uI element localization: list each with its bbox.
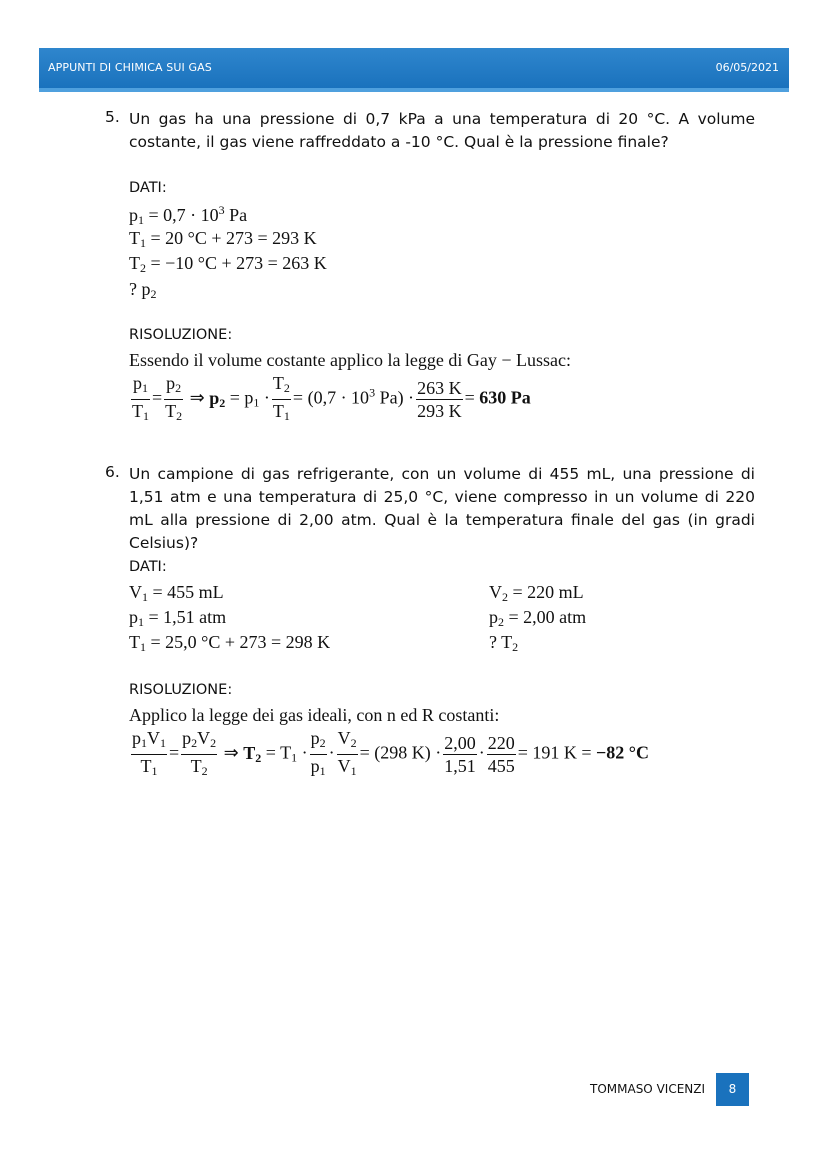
problem-6-text: Un campione di gas refrigerante, con un volume di 455 mL, una pressione di 1,51 atm e una temperatura di 25,0 °C, viene compresso in un volume di 220 mL alla pressione di 2,00 atm. Qual è la temperatura finale del gas (in gradi Celsius)? [129, 465, 755, 552]
problem-6-V2: $V_2 = 220$ mL [489, 582, 584, 604]
header-stripe [39, 88, 789, 92]
page-header [39, 48, 789, 88]
problem-6-dati-label: DATI: [129, 559, 167, 575]
problem-5-unknown: ? $p_2$ [129, 279, 157, 301]
problem-5-text: Un gas ha una pressione di 0,7 kPa a una temperatura di 20 °C. A volume costante, il gas viene raffreddato a -10 °C. Qual è la pressione finale? [129, 110, 755, 151]
problem-5-formula: $\frac{p_1}{T_1}$ = $\frac{p_2}{T_2}$ ⇒ $p_2 = p_1$ · $\frac{T_2}{T_1}$ = ($0,7 \cdot 10^3$ Pa) · $\frac{263 K}{293 K}$ = 630 Pa [132, 373, 531, 423]
problem-6-T1: $T_1 = 25,0$ °C + 273 = 298 K [129, 632, 331, 654]
problem-6-risoluzione-label: RISOLUZIONE: [129, 682, 233, 698]
problem-5-p1: $p_1 = 0,7 \cdot 10^3$ Pa [129, 203, 248, 227]
header-title: APPUNTI DI CHIMICA SUI GAS [48, 61, 212, 74]
problem-5-explanation: Essendo il volume costante applico la legge di Gay − Lussac: [129, 350, 572, 370]
problem-5-T1: $T_1 = 20$ °C + 273 = 293 K [129, 228, 317, 250]
problem-6-V1: $V_1 = 455$ mL [129, 582, 224, 604]
problem-5-result: 630 Pa [479, 387, 531, 408]
problem-5 [105, 108, 755, 154]
problem-6-p1: $p_1 = 1,51$ atm [129, 607, 227, 629]
problem-6-unknown: ? $T_2$ [489, 632, 519, 654]
problem-6-p2: $p_2 = 2,00$ atm [489, 607, 587, 629]
footer-author: TOMMASO VICENZI [590, 1082, 706, 1096]
problem-6 [105, 463, 755, 555]
problem-5-T2: $T_2 = -10$ °C + 273 = 263 K [129, 253, 327, 275]
problem-5-number: 5. [105, 108, 120, 126]
header-date: 06/05/2021 [715, 61, 779, 74]
problem-5-dati-label: DATI: [129, 180, 167, 196]
problem-6-result: −82 °C [596, 742, 650, 763]
problem-6-number: 6. [105, 463, 120, 481]
problem-5-risoluzione-label: RISOLUZIONE: [129, 327, 233, 343]
page-number: 8 [716, 1073, 749, 1106]
problem-6-explanation: Applico la legge dei gas ideali, con n ed R costanti: [129, 705, 500, 725]
problem-6-formula: $\frac{p_1V_1}{T_1}$ = $\frac{p_2V_2}{T_2}$ ⇒ $T_2 = T_1$ · $\frac{p_2}{p_1}$ · $\frac{V_2}{V_1}$ = (298 K) · $\frac{2,00}{1,51}$ · $\frac{220}{455}$ = 191 K = −82 °C [132, 728, 650, 778]
